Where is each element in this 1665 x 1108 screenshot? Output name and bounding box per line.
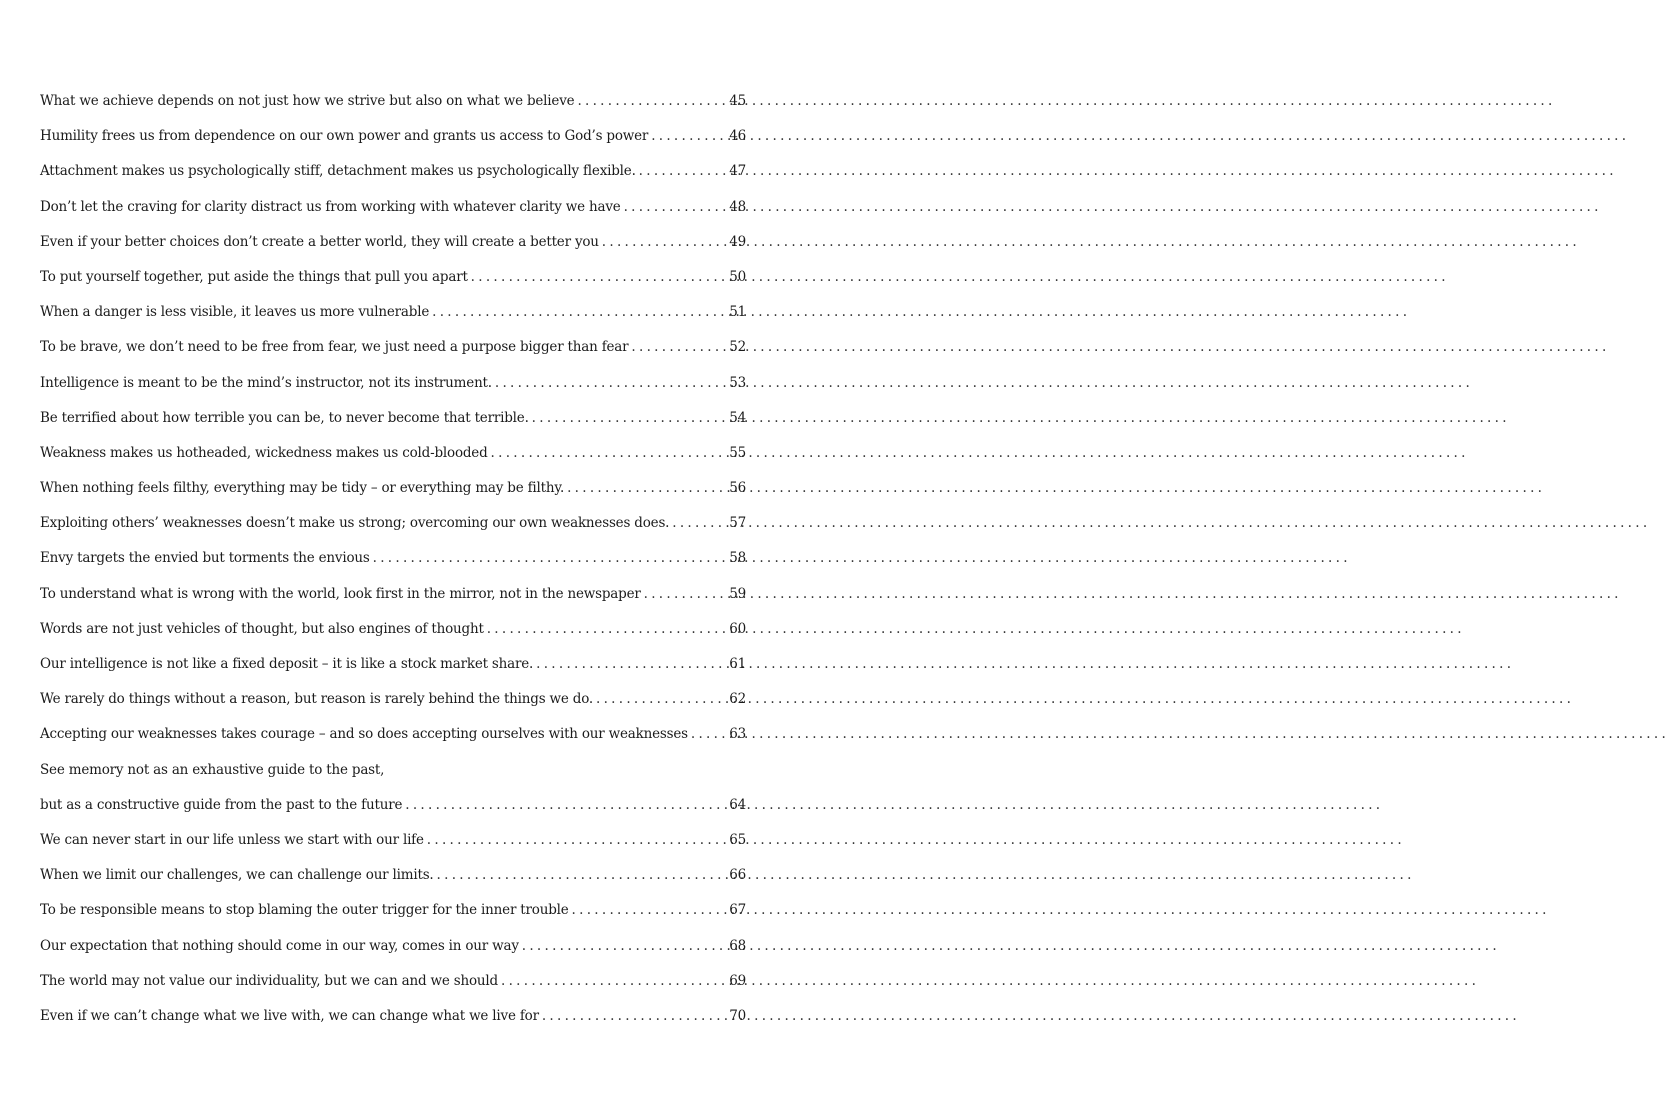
toc-entry: [40, 225, 746, 260]
toc-entry-page: 60: [729, 620, 746, 637]
toc-entry-title: Our expectation that nothing should come in our way, comes in our way: [40, 937, 519, 954]
dot-leader: [624, 190, 725, 225]
toc-entry-page: 48: [729, 198, 746, 215]
dot-leader: [373, 541, 725, 576]
toc-entry-page: 61: [729, 656, 746, 672]
toc-entry: [40, 893, 746, 928]
dot-leader: [672, 506, 725, 541]
toc-entry-title: When we limit our challenges, we can challenge our limits.: [40, 867, 434, 884]
toc-entry-title: When a danger is less visible, it leaves us more vulnerable: [40, 304, 430, 321]
dot-leader: [471, 260, 725, 295]
toc-entry: [40, 366, 746, 401]
dot-leader: [405, 788, 725, 823]
toc-entry: [40, 84, 746, 119]
toc-entry-title: Humility frees us from dependence on our own power and grants us access to God’s power: [40, 128, 649, 145]
toc-entry-page: 70: [729, 1007, 746, 1024]
toc-entry: [40, 506, 746, 541]
toc-entry-title: Attachment makes us psychologically stiff, detachment makes us psychologically flexible.: [40, 163, 636, 180]
toc-entry-page: 62: [729, 691, 746, 708]
dot-leader: [501, 964, 725, 999]
toc-entry-page: 57: [729, 515, 746, 532]
toc-entry-page: 50: [729, 268, 746, 285]
toc-entry-title: Our intelligence is not like a fixed deposit – it is like a stock market share.: [40, 656, 534, 672]
toc-entry-page: 63: [729, 726, 746, 743]
toc-entry-title: We rarely do things without a reason, but reason is rarely behind the things we do.: [40, 691, 594, 708]
toc-entry-title: Be terrified about how terrible you can be, to never become that terrible.: [40, 409, 529, 426]
dot-leader: [427, 823, 725, 858]
toc-entry-title: What we achieve depends on not just how we strive but also on what we believe: [40, 93, 575, 109]
dot-leader: [536, 647, 725, 682]
dot-leader: [691, 717, 725, 752]
toc-entry-title: Exploiting others’ weaknesses doesn’t make us strong; overcoming our own weaknesses does.: [40, 515, 670, 532]
book-page: [0, 0, 780, 1108]
toc-entry-page: 66: [729, 867, 746, 884]
toc-entry: [40, 436, 746, 471]
dot-leader: [602, 225, 725, 260]
toc-entry: [40, 190, 746, 225]
toc-entry-page: 46: [729, 128, 746, 145]
toc-entry: [40, 295, 746, 330]
dot-leader: [432, 295, 725, 330]
toc-entry-title: See memory not as an exhaustive guide to the past,: [40, 761, 385, 778]
toc-entry-title: Even if your better choices don’t create a better world, they will create a better you: [40, 233, 599, 250]
toc-entry-page: 65: [729, 831, 746, 848]
toc-entry: [40, 929, 746, 964]
dot-leader: [522, 929, 725, 964]
dot-leader: [495, 366, 725, 401]
toc-entry-title: Words are not just vehicles of thought, but also engines of thought: [40, 620, 484, 637]
toc-entry: [40, 401, 746, 436]
dot-leader: [491, 436, 725, 471]
dot-leader: [572, 893, 725, 928]
toc-entry: [40, 858, 746, 893]
toc-entry-first-line: [40, 753, 746, 788]
dot-leader: [631, 330, 725, 365]
toc-entry-title: We can never start in our life unless we start with our life: [40, 831, 424, 848]
toc-entry-page: 47: [729, 163, 746, 180]
table-of-contents: [40, 84, 746, 1034]
toc-entry-page: 67: [729, 902, 746, 919]
toc-entry-page: 51: [729, 304, 746, 321]
toc-entry-page: 69: [729, 972, 746, 989]
toc-entry-page: 49: [729, 233, 746, 250]
toc-entry-page: 45: [729, 93, 746, 109]
toc-entry: [40, 612, 746, 647]
toc-entry-title: Intelligence is meant to be the mind’s instructor, not its instrument.: [40, 374, 492, 391]
toc-entry: [40, 119, 746, 154]
toc-entry-page: 52: [729, 339, 746, 356]
toc-entry-page: 53: [729, 374, 746, 391]
dot-leader: [644, 577, 725, 612]
dot-leader: [532, 401, 725, 436]
toc-entry-title: When nothing feels filthy, everything may be tidy – or everything may be filthy.: [40, 480, 565, 497]
toc-entry-title: Weakness makes us hotheaded, wickedness makes us cold-blooded: [40, 444, 488, 461]
toc-entry: [40, 999, 746, 1034]
toc-entry-title: but as a constructive guide from the past to the future: [40, 796, 403, 813]
dot-leader: [577, 84, 725, 119]
toc-entry: [40, 330, 746, 365]
toc-entry-title: Don’t let the craving for clarity distract us from working with whatever clarity we have: [40, 198, 621, 215]
dot-leader: [542, 999, 725, 1034]
toc-entry: [40, 541, 746, 576]
toc-entry: [40, 647, 746, 682]
toc-entry-page: 59: [729, 585, 746, 602]
toc-entry: [40, 154, 746, 189]
dot-leader: [639, 154, 725, 189]
dot-leader: [567, 471, 725, 506]
toc-entry-title: To be brave, we don’t need to be free from fear, we just need a purpose bigger than fear: [40, 339, 629, 356]
toc-entry-title: To understand what is wrong with the world, look first in the mirror, not in the newspaper: [40, 585, 641, 602]
toc-entry-title: Even if we can’t change what we live with, we can change what we live for: [40, 1007, 539, 1024]
toc-entry-page: 68: [729, 937, 746, 954]
toc-entry: [40, 823, 746, 858]
dot-leader: [487, 612, 725, 647]
toc-entry-page: 58: [729, 550, 746, 567]
toc-entry-title: Envy targets the envied but torments the envious: [40, 550, 370, 567]
toc-entry: [40, 260, 746, 295]
toc-entry-title: Accepting our weaknesses takes courage – and so does accepting ourselves with our weaknesses: [40, 726, 688, 743]
toc-entry-title: The world may not value our individuality, but we can and we should: [40, 972, 498, 989]
toc-entry-title: To be responsible means to stop blaming the outer trigger for the inner trouble: [40, 902, 569, 919]
toc-entry-page: 56: [729, 480, 746, 497]
toc-entry: [40, 788, 746, 823]
toc-entry-page: 55: [729, 444, 746, 461]
toc-entry: [40, 717, 746, 752]
toc-entry-page: 54: [729, 409, 746, 426]
toc-entry: [40, 471, 746, 506]
toc-entry: [40, 682, 746, 717]
dot-leader: [651, 119, 725, 154]
toc-entry: [40, 577, 746, 612]
toc-entry-page: 64: [729, 796, 746, 813]
dot-leader: [437, 858, 725, 893]
toc-entry-title: To put yourself together, put aside the things that pull you apart: [40, 268, 468, 285]
dot-leader: [596, 682, 725, 717]
toc-entry: [40, 964, 746, 999]
